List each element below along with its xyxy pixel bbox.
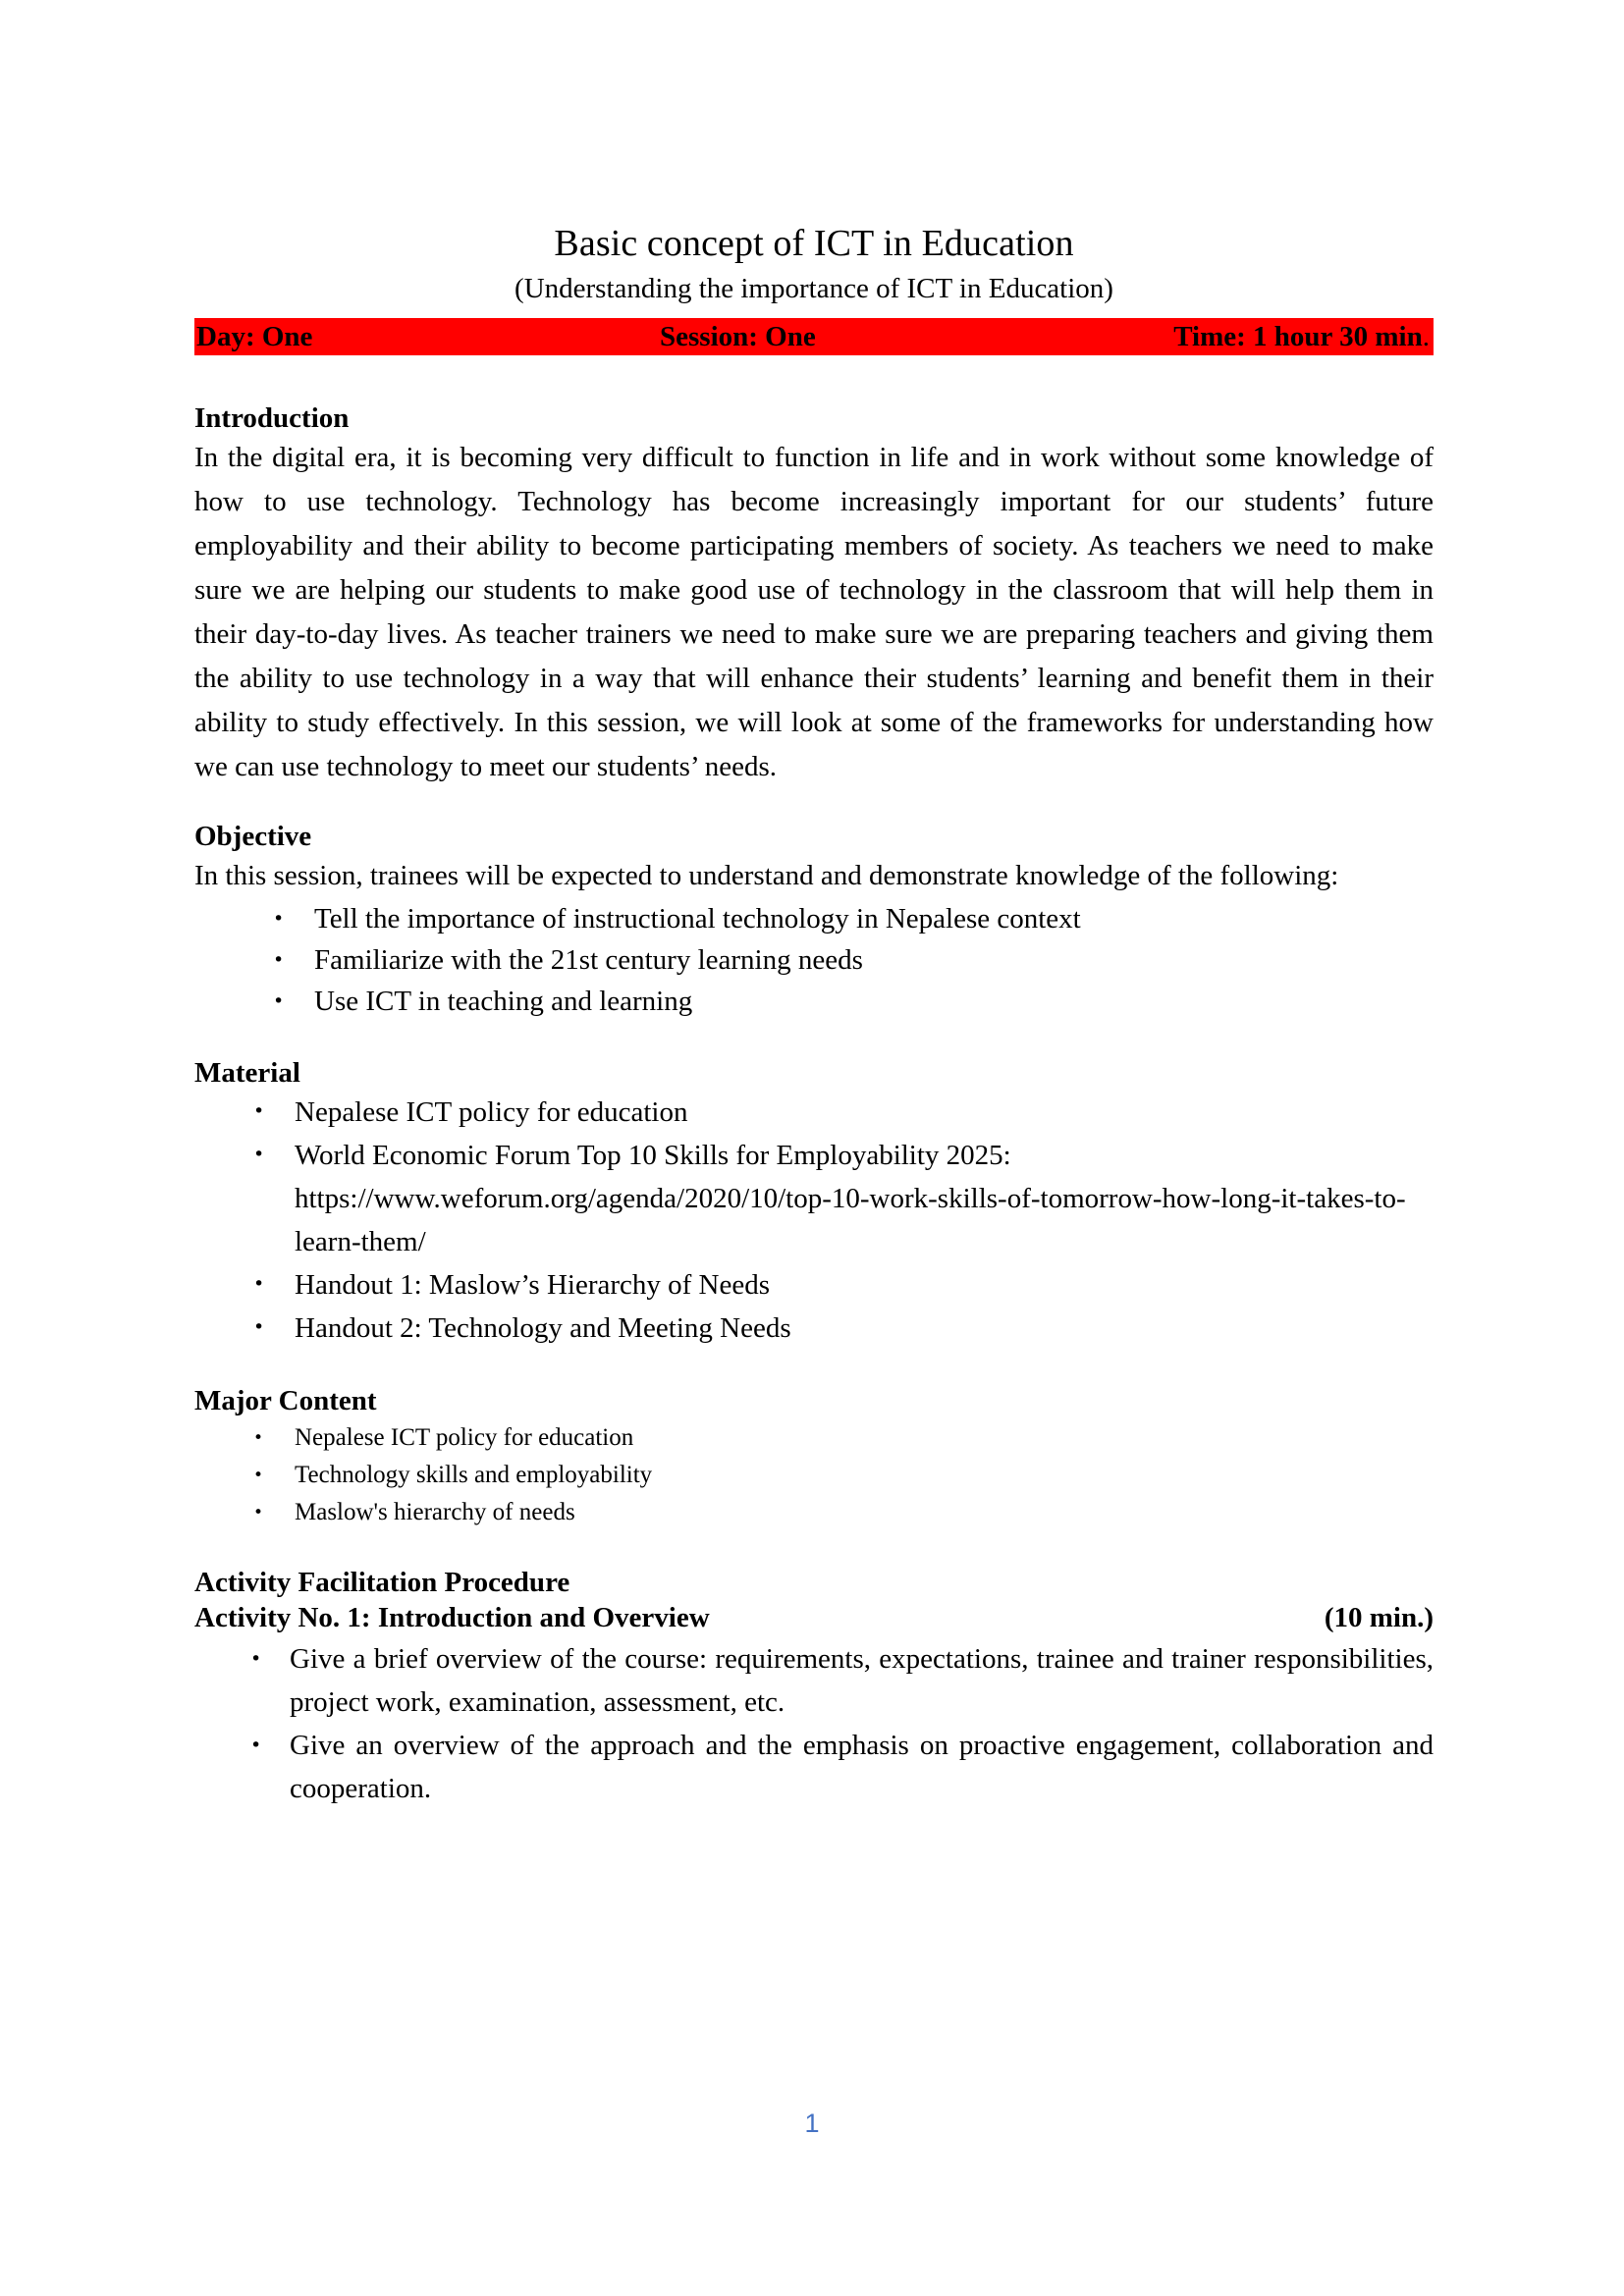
document-content — [194, 0, 1434, 1810]
material-list — [194, 1091, 1434, 1350]
list-item-label: Give a brief overview of the course: requirements, expectations, trainee and trainer responsibilities, project work, examination, assessment, etc. — [290, 1642, 1434, 1718]
bullet-icon: • — [253, 1316, 265, 1339]
list-item — [194, 1494, 1434, 1531]
list-item-label: Handout 2: Technology and Meeting Needs — [295, 1312, 791, 1345]
list-item — [194, 1263, 1434, 1307]
activity-heading-row — [194, 1600, 1434, 1637]
list-item-label: Nepalese ICT policy for education — [295, 1096, 688, 1129]
objective-list — [194, 898, 1434, 1022]
bullet-icon: • — [273, 949, 285, 972]
list-item — [194, 981, 1434, 1022]
list-item-label: Give an overview of the approach and the emphasis on proactive engagement, collaboration and cooperation. — [290, 1729, 1434, 1804]
list-item-label: Familiarize with the 21st century learning needs — [314, 944, 863, 977]
banner-time-period: . — [1422, 320, 1430, 352]
heading-objective: Objective — [194, 820, 312, 852]
heading-major-content: Major Content — [194, 1385, 377, 1417]
activity-list — [194, 1637, 1434, 1810]
bullet-icon: • — [273, 908, 285, 931]
list-item-label: Use ICT in teaching and learning — [314, 986, 693, 1018]
list-item — [194, 898, 1434, 939]
spacer — [194, 1022, 1434, 1055]
list-item-label: Nepalese ICT policy for education — [295, 1423, 634, 1451]
activity-title: Activity No. 1: Introduction and Overview — [194, 1601, 710, 1633]
banner-day-label: Day: One — [196, 320, 313, 352]
bullet-icon: • — [250, 1734, 262, 1756]
list-item-label: Maslow's hierarchy of needs — [295, 1498, 575, 1525]
material-link[interactable]: https://www.weforum.org/agenda/2020/10/top-10-work-skills-of-tomorrow-how-long-it-takes-to-learn-them/ — [295, 1183, 1406, 1258]
heading-activity-procedure: Activity Facilitation Procedure — [194, 1566, 570, 1598]
list-item — [194, 1724, 1434, 1810]
bullet-icon: • — [253, 1502, 264, 1522]
page-number: 1 — [804, 2109, 820, 2138]
list-item — [194, 1637, 1434, 1724]
heading-introduction: Introduction — [194, 401, 350, 434]
bullet-icon: • — [250, 1647, 262, 1670]
list-item-label: Tell the importance of instructional technology in Nepalese context — [314, 903, 1081, 935]
page-title: Basic concept of ICT in Education — [554, 223, 1074, 264]
bullet-icon: • — [253, 1100, 265, 1123]
session-banner — [194, 318, 1434, 355]
spacer — [194, 789, 1434, 819]
list-item — [194, 939, 1434, 981]
list-item — [194, 1457, 1434, 1494]
bullet-icon: • — [273, 990, 285, 1013]
list-item-label: World Economic Forum Top 10 Skills for Employability 2025: — [295, 1140, 1011, 1172]
heading-material: Material — [194, 1057, 300, 1090]
list-item — [194, 1419, 1434, 1457]
bullet-icon: • — [253, 1144, 265, 1166]
banner-time-text: Time: 1 hour 30 min — [1173, 320, 1423, 352]
major-content-list — [194, 1419, 1434, 1531]
spacer — [194, 1531, 1434, 1565]
bullet-icon: • — [253, 1427, 264, 1448]
introduction-paragraph: In the digital era, it is becoming very difficult to function in life and in work without some knowledge of how to use technology. Technology has become increasingly important for our students’ future employability and their ability to become participating members of society. As teachers we need to make sure we are helping our students to make good use of technology in the classroom that will help them in their day-to-day lives. As teacher trainers we need to make sure we are preparing teachers and giving them the ability to use technology in a way that will enhance their students’ learning and benefit them in their ability to study effectively. In this session, we will look at some of the frameworks for understanding how we can use technology to meet our students’ needs. — [194, 441, 1434, 782]
objective-intro: In this session, trainees will be expected to understand and demonstrate knowledge of the following: — [194, 860, 1339, 892]
bullet-icon: • — [253, 1465, 264, 1485]
list-item — [194, 1307, 1434, 1350]
list-item — [194, 1091, 1434, 1134]
list-item — [194, 1134, 1434, 1263]
page-subtitle: (Understanding the importance of ICT in Education) — [514, 272, 1113, 304]
activity-duration: (10 min.) — [1324, 1601, 1434, 1633]
banner-time-label — [1173, 318, 1430, 355]
bullet-icon: • — [253, 1273, 265, 1296]
list-item-label: Handout 1: Maslow’s Hierarchy of Needs — [295, 1269, 771, 1302]
spacer — [194, 1350, 1434, 1383]
list-item-label: Technology skills and employability — [295, 1461, 653, 1488]
spacer — [194, 355, 1434, 400]
banner-session-label: Session: One — [660, 320, 816, 352]
